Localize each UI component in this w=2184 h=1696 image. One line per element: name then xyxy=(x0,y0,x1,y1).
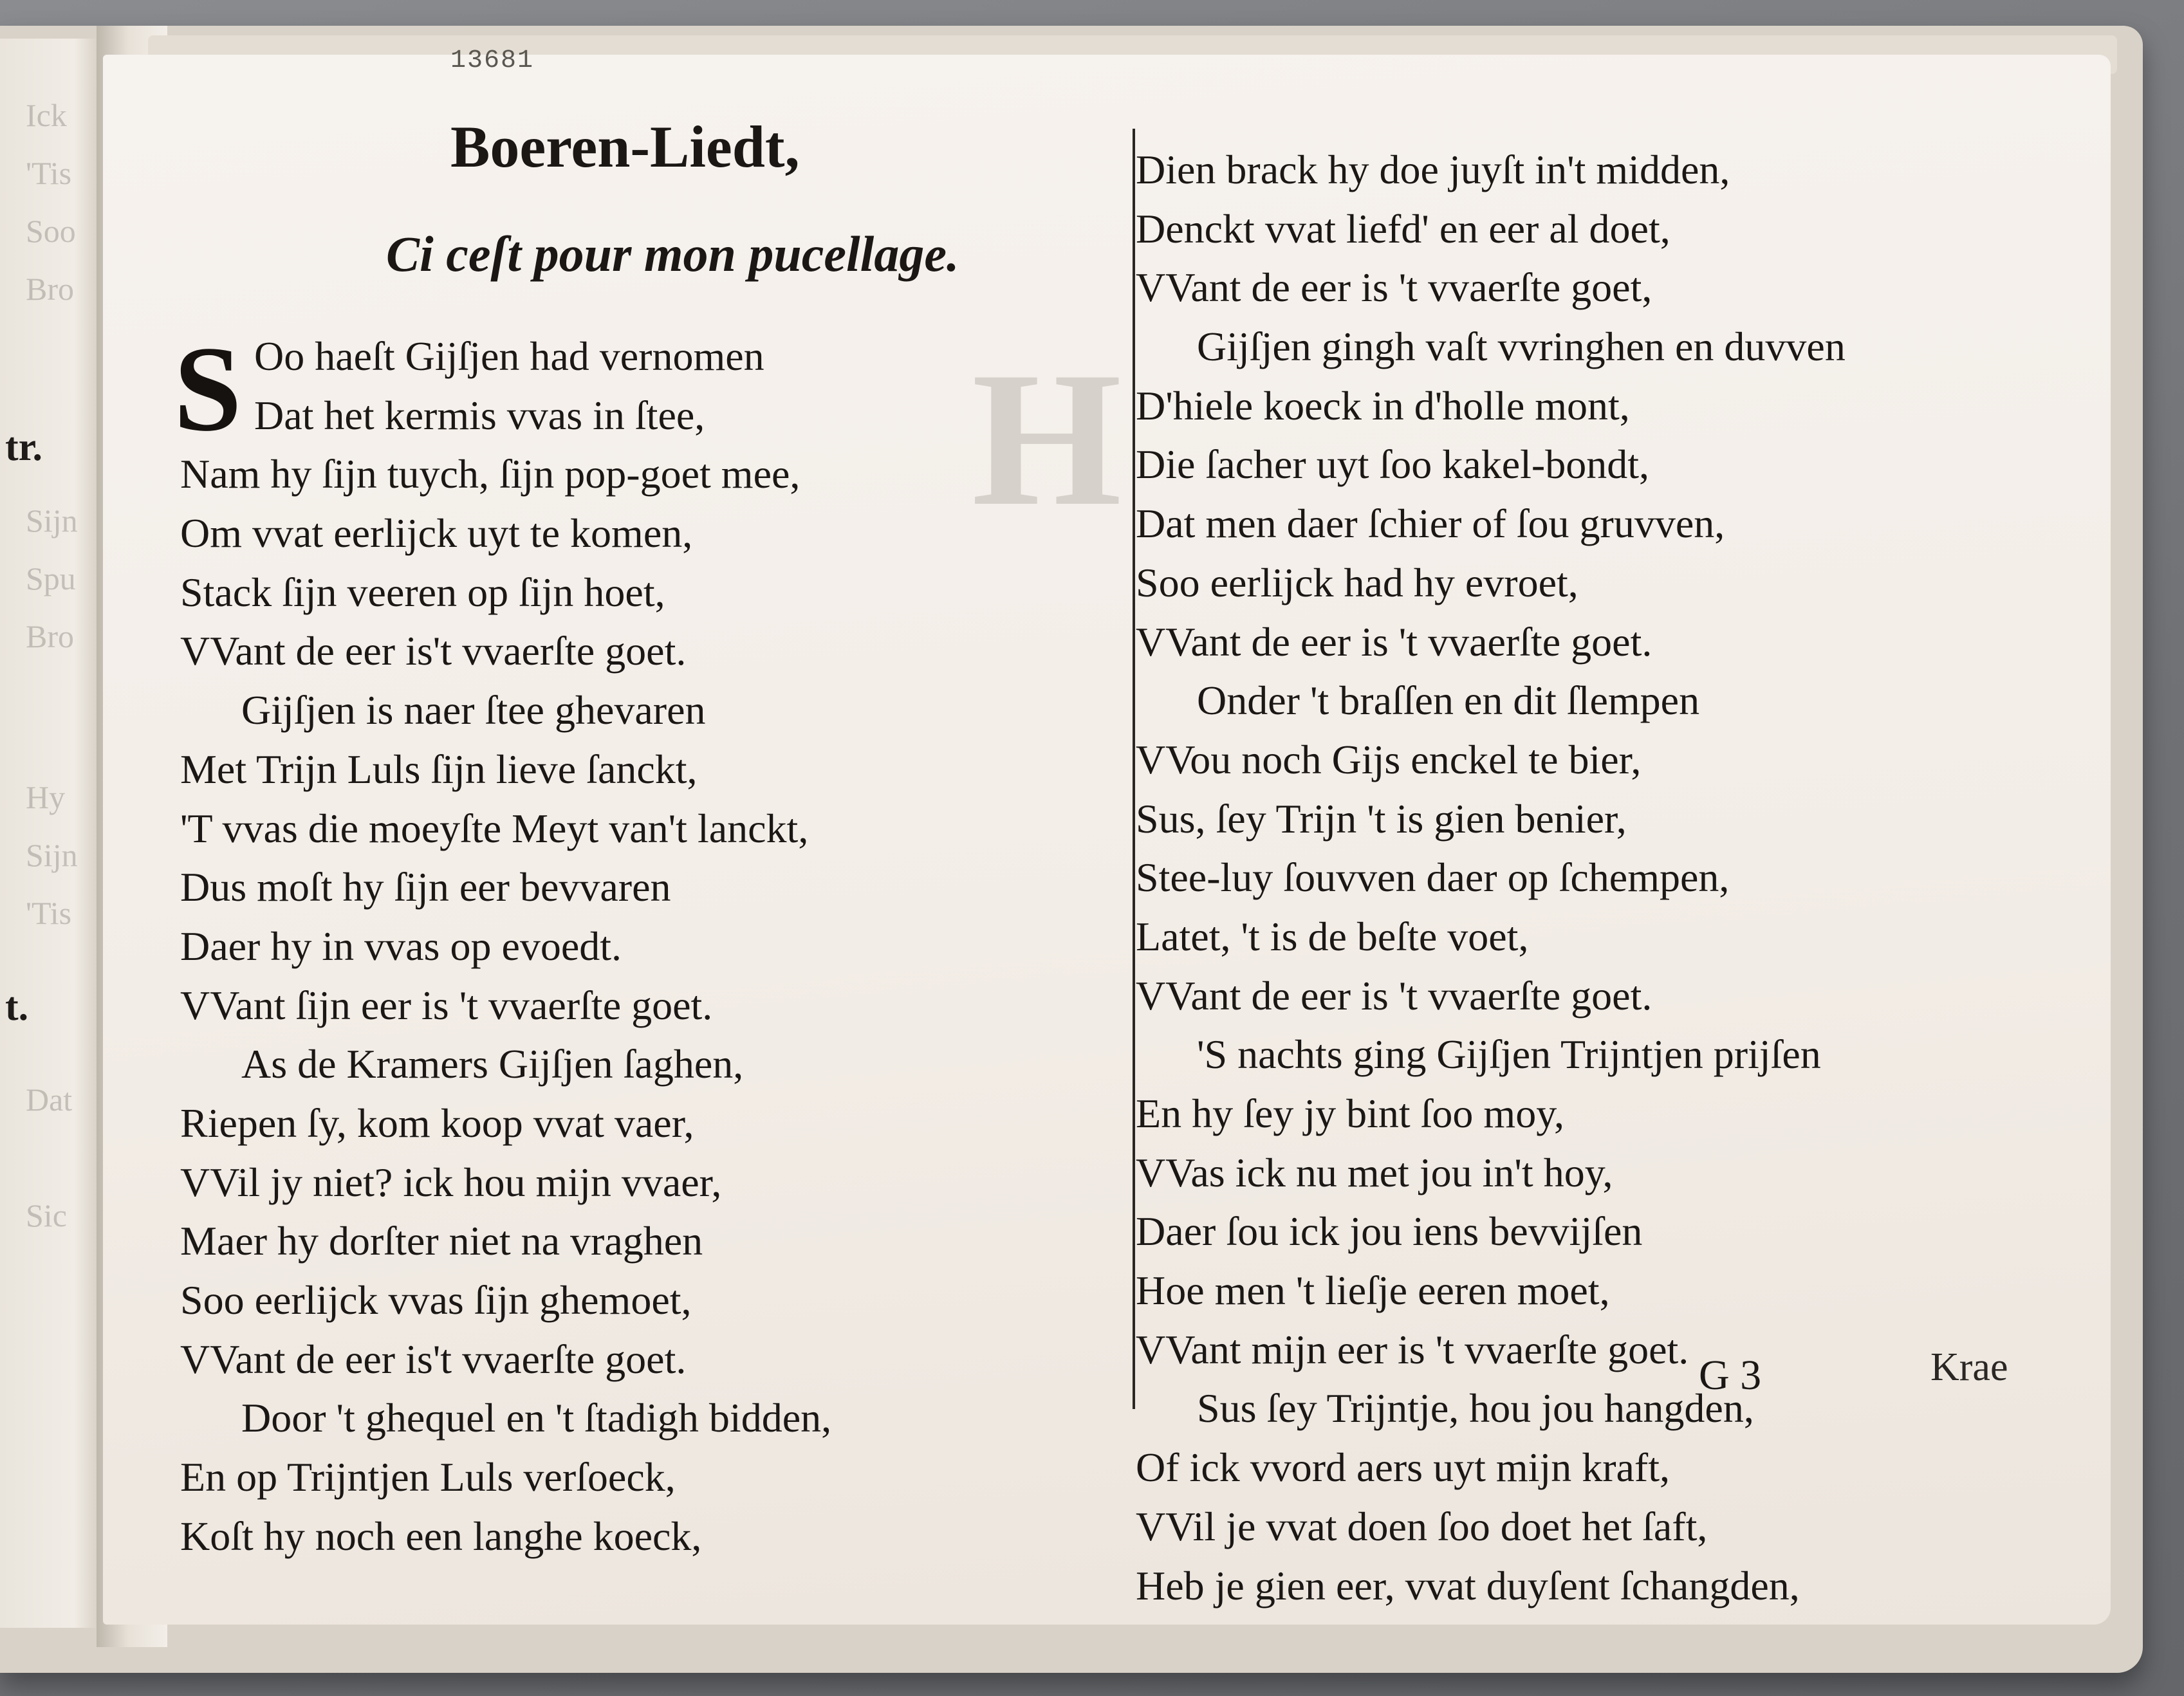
ghost-text: Soo xyxy=(26,213,76,249)
verse-line: VVant de eer is't vvaerſte goet. xyxy=(180,628,687,674)
verse-column-left xyxy=(180,327,831,1565)
ghost-text: Sijn xyxy=(26,837,78,873)
ghost-text: Sijn xyxy=(26,502,78,539)
ghost-text: Spu xyxy=(26,560,76,596)
ghost-text: Dat xyxy=(26,1082,73,1118)
verse-line: VVas ick nu met jou in't hoy, xyxy=(1136,1149,1613,1195)
verse-line: Dus moſt hy ſijn eer bevvaren xyxy=(180,864,671,910)
verse-line: Die ſacher uyt ſoo kakel-bondt, xyxy=(1136,441,1649,488)
verse-line: Dien brack hy doe juyſt in't midden, xyxy=(1136,147,1730,192)
verse-line: 'S nachts ging Gijſjen Trijntjen prijſen xyxy=(1197,1031,1821,1078)
verse-line: Met Trijn Luls ſijn lieve ſanckt, xyxy=(180,746,698,792)
verse-line: VVou noch Gijs enckel te bier, xyxy=(1136,736,1642,782)
drop-cap-initial: S xyxy=(174,322,242,457)
verse-line: Hoe men 't lieſje eeren moet, xyxy=(1136,1267,1610,1314)
verse-line: As de Kramers Gijſjen ſaghen, xyxy=(241,1041,744,1087)
facing-page-fragment: tr. xyxy=(5,425,42,469)
verse-line: Oo haeſt Gijſjen had vernomen xyxy=(254,333,764,379)
verse-line: VVant mijn eer is 't vvaerſte goet. xyxy=(1136,1326,1689,1372)
song-title: Boeren-Liedt, xyxy=(450,114,800,180)
verse-line: VVant de eer is 't vvaerſte goet. xyxy=(1136,618,1652,665)
verse-line: Stee-luy ſouvven daer op ſchempen, xyxy=(1136,854,1730,901)
ghost-text: 'Tis xyxy=(26,155,72,191)
column-rule xyxy=(1133,129,1135,1409)
verse-line: D'hiele koeck in d'holle mont, xyxy=(1136,382,1630,429)
verse-line: VVant de eer is 't vvaerſte goet, xyxy=(1136,264,1652,311)
verse-line: Latet, 't is de beſte voet, xyxy=(1136,913,1529,959)
ghost-text: Bro xyxy=(26,618,74,654)
verse-line: VVant ſijn eer is 't vvaerſte goet. xyxy=(180,982,713,1028)
facing-page-fragment: t. xyxy=(5,985,29,1029)
verse-line: Door 't ghequel en 't ſtadigh bidden, xyxy=(241,1395,832,1441)
verse-line: Sus ſey Trijntje, hou jou hangden, xyxy=(1197,1385,1754,1432)
ghost-text: Bro xyxy=(26,271,74,307)
verse-line: Soo eerlijck vvas ſijn ghemoet, xyxy=(180,1277,692,1323)
show-through-initial: H xyxy=(972,332,1122,546)
ghost-text: Ick xyxy=(26,97,67,133)
verse-line: Daer ſou ick jou iens bevvijſen xyxy=(1136,1208,1643,1255)
ghost-text: Sic xyxy=(26,1197,67,1233)
verse-line: Daer hy in vvas op evoedt. xyxy=(180,923,622,969)
verse-line: Denckt vvat liefd' en eer al doet, xyxy=(1136,205,1670,252)
verse-line: Heb je gien eer, vvat duyſent ſchangden, xyxy=(1136,1562,1800,1608)
verse-line: Onder 't braſſen en dit ſlempen xyxy=(1197,677,1700,724)
verse-line: Dat men daer ſchier of ſou gruvven, xyxy=(1136,501,1725,547)
verse-line: Riepen ſy, kom koop vvat vaer, xyxy=(180,1100,694,1146)
signature-mark: G 3 xyxy=(1699,1352,1762,1399)
verse-line: Sus, ſey Trijn 't is gien benier, xyxy=(1136,795,1627,842)
facing-page-edge xyxy=(0,39,106,1628)
verse-line: Nam hy ſijn tuych, ſijn pop-goet mee, xyxy=(180,451,800,497)
verse-line: VVil je vvat doen ſoo doet het ſaft, xyxy=(1136,1503,1708,1549)
shelfmark-pencil: 13681 xyxy=(450,46,535,75)
verse-line: Koſt hy noch een langhe koeck, xyxy=(180,1513,702,1559)
tune-indication: Ci ceſt pour mon pucellage. xyxy=(386,226,959,282)
verse-line: Soo eerlijck had hy evroet, xyxy=(1136,559,1578,605)
verse-line: VVant de eer is 't vvaerſte goet. xyxy=(1136,972,1652,1019)
ghost-text: Hy xyxy=(26,779,66,815)
verse-line: VVil jy niet? ick hou mijn vvaer, xyxy=(180,1159,722,1205)
catchword: Krae xyxy=(1930,1345,2008,1389)
verse-line: Dat het kermis vvas in ſtee, xyxy=(254,392,705,438)
verse-line: En hy ſey jy bint ſoo moy, xyxy=(1136,1091,1565,1136)
verse-line: Gijſjen gingh vaſt vvringhen en duvven xyxy=(1197,324,1846,370)
ghost-text: 'Tis xyxy=(26,895,72,931)
verse-line: Gijſjen is naer ſtee ghevaren xyxy=(241,687,706,733)
verse-line: Maer hy dorſter niet na vraghen xyxy=(180,1218,703,1264)
verse-line: En op Trijntjen Luls verſoeck, xyxy=(180,1454,676,1500)
verse-line: VVant de eer is't vvaerſte goet. xyxy=(180,1336,687,1382)
verse-line: Of ick vvord aers uyt mijn kraft, xyxy=(1136,1444,1670,1491)
verse-line: 'T vvas die moeyſte Meyt van't lanckt, xyxy=(180,805,809,851)
verse-line: Stack ſijn veeren op ſijn hoet, xyxy=(180,569,665,615)
verse-line: Om vvat eerlijck uyt te komen, xyxy=(180,510,693,557)
